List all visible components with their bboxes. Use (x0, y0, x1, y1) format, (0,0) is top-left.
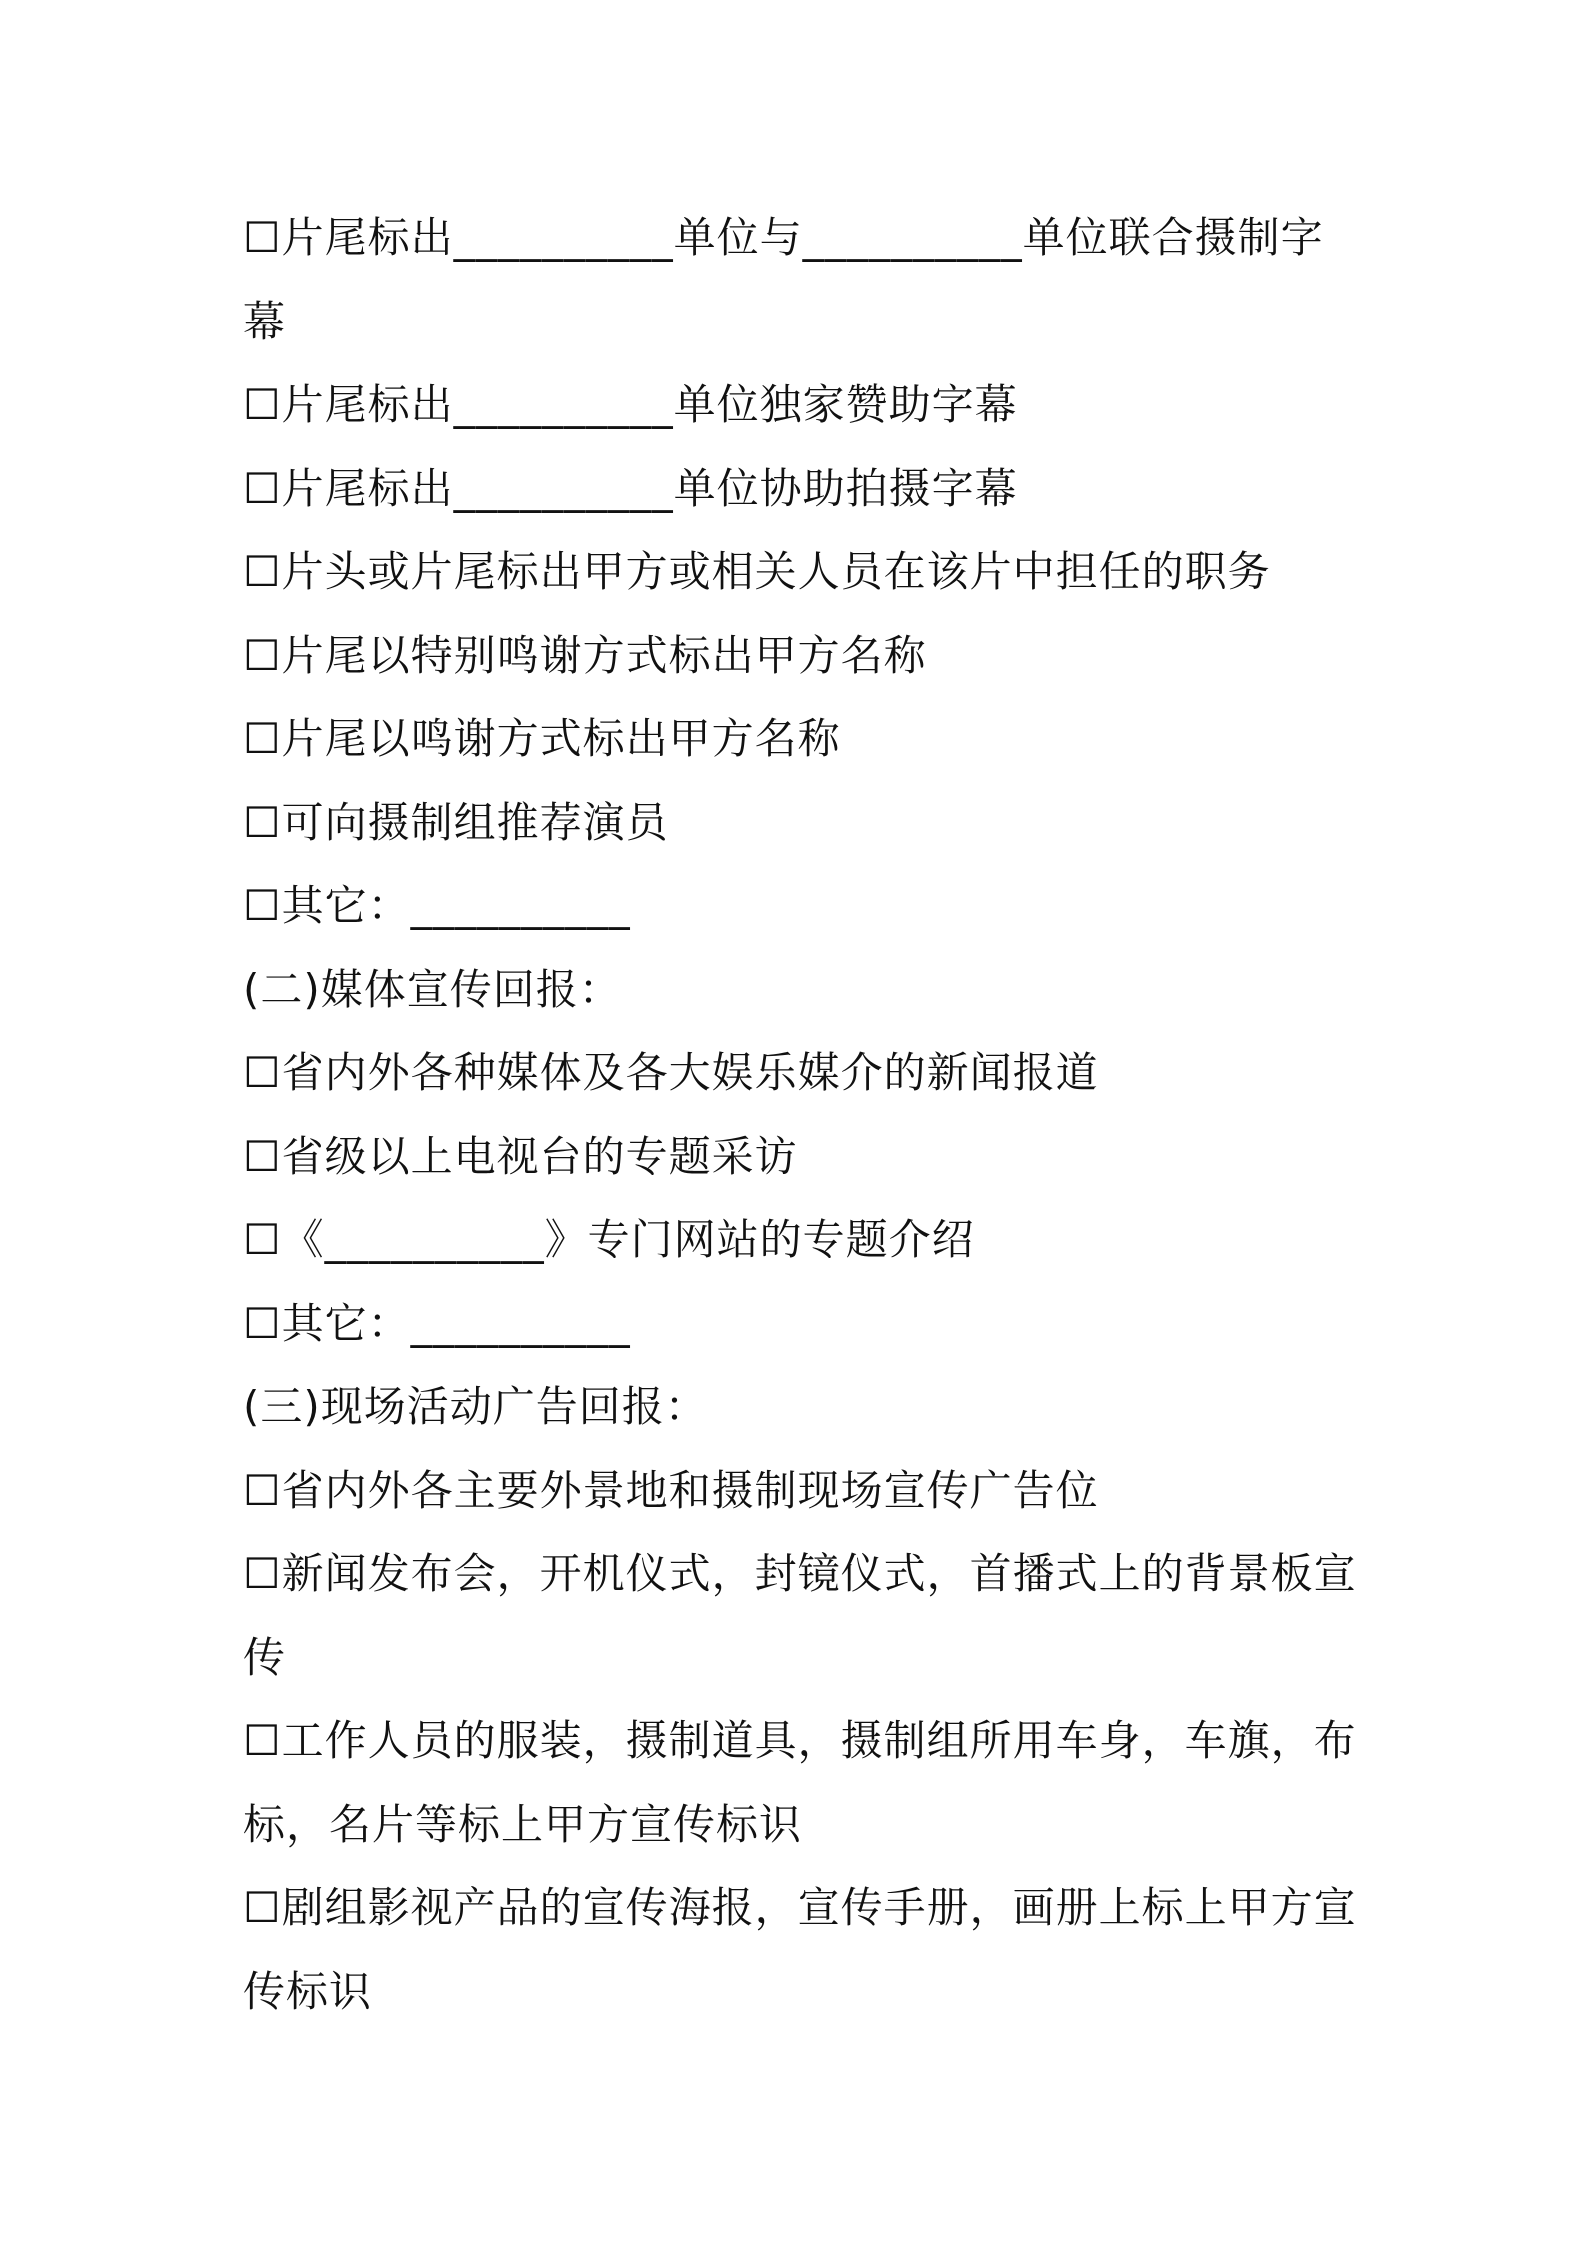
text-line: 传标识 (243, 1966, 373, 2016)
text-line: ☐新闻发布会，开机仪式，封镜仪式，首播式上的背景板宣 (243, 1549, 1357, 1598)
text-line: 幕 (243, 296, 287, 346)
text-line: ☐其它：__________ (243, 881, 631, 930)
text-line: ☐省内外各主要外景地和摄制现场宣传广告位 (243, 1465, 1099, 1515)
text-line: ☐片尾标出__________单位与__________单位联合摄制字 (243, 213, 1324, 262)
section-heading: (三)现场活动广告回报： (243, 1382, 708, 1431)
text-line: ☐其它：__________ (243, 1298, 631, 1348)
text-line: ☐省级以上电视台的专题采访 (243, 1131, 798, 1181)
text-line: 传 (243, 1632, 287, 1682)
text-line: ☐片尾以特别鸣谢方式标出甲方名称 (243, 630, 927, 680)
text-line: 标，名片等标上甲方宣传标识 (243, 1799, 803, 1849)
text-line: ☐片头或片尾标出甲方或相关人员在该片中担任的职务 (243, 547, 1271, 596)
text-line: ☐工作人员的服装，摄制道具，摄制组所用车身，车旗，布 (243, 1716, 1357, 1765)
text-line: ☐剧组影视产品的宣传海报，宣传手册，画册上标上甲方宣 (243, 1883, 1357, 1932)
text-line: ☐省内外各种媒体及各大娱乐媒介的新闻报道 (243, 1048, 1099, 1097)
document-body (243, 196, 1363, 2033)
text-line: ☐片尾标出__________单位协助拍摄字幕 (243, 463, 1018, 513)
text-line: ☐《__________》专门网站的专题介绍 (243, 1215, 975, 1264)
section-heading: (二)媒体宣传回报： (243, 964, 622, 1014)
text-line: ☐可向摄制组推荐演员 (243, 797, 669, 847)
text-line: ☐片尾以鸣谢方式标出甲方名称 (243, 714, 841, 763)
text-line: ☐片尾标出__________单位独家赞助字幕 (243, 380, 1018, 429)
